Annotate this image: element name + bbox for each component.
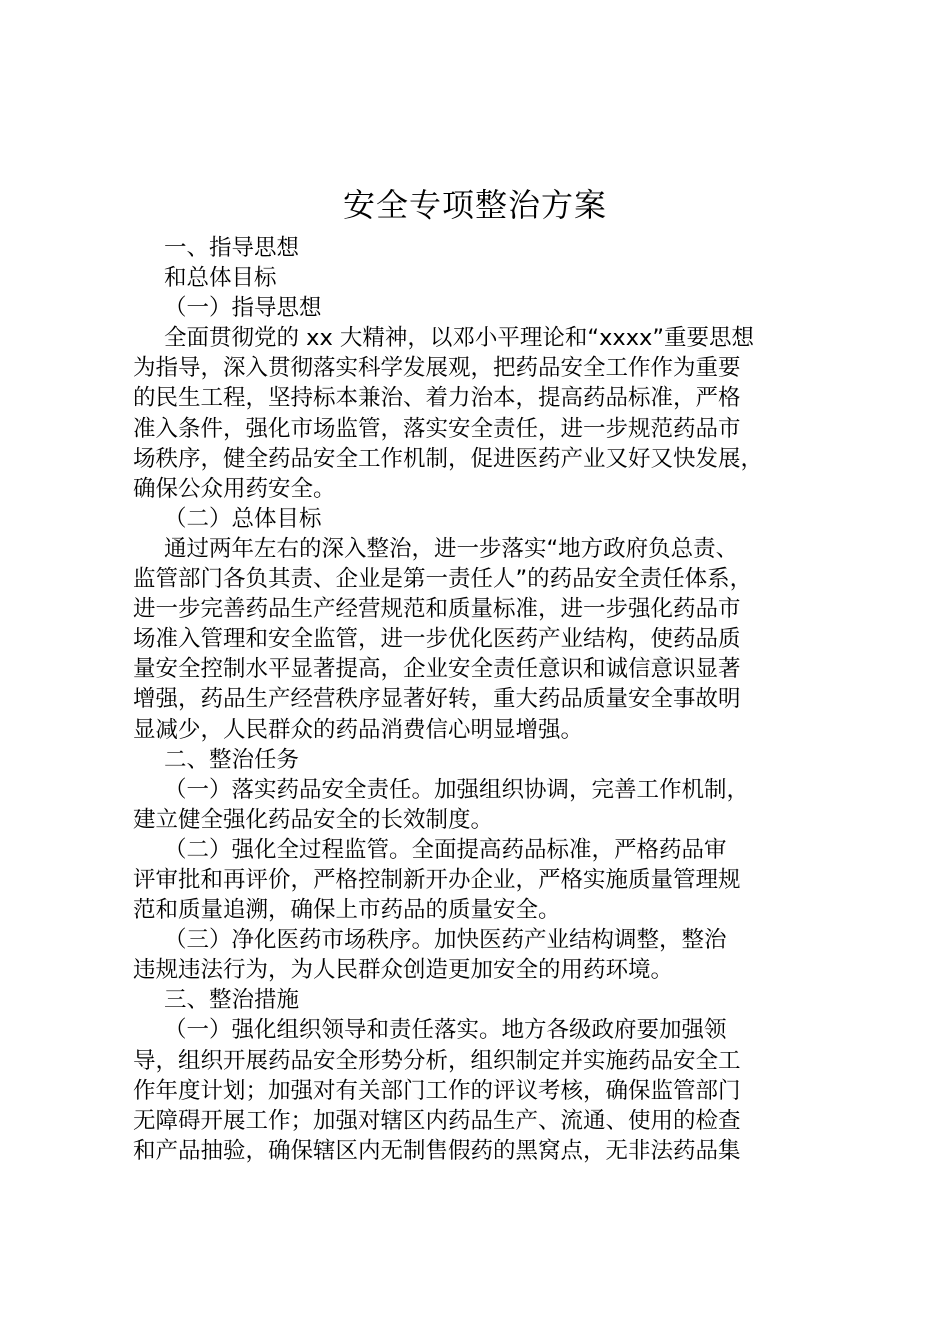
text-line: （二）强化全过程监管。全面提高药品标准，严格药品审: [164, 836, 727, 863]
text-line: 增强，药品生产经营秩序显著好转，重大药品质量安全事故明: [133, 686, 741, 713]
text-line: 场准入管理和安全监管，进一步优化医药产业结构，使药品质: [133, 626, 741, 653]
text-line: 和总体目标: [164, 265, 277, 292]
text-line: （一）指导思想: [164, 295, 322, 322]
text-line: 场秩序，健全药品安全工作机制，促进医药产业又好又快发展，: [133, 445, 764, 472]
document-title: 安全专项整治方案: [342, 186, 607, 224]
text-line: 的民生工程，坚持标本兼治、着力治本，提高药品标准，严格: [133, 385, 741, 412]
text-line: 违规违法行为，为人民群众创造更加安全的用药环境。: [133, 957, 674, 984]
text-line: 确保公众用药安全。: [133, 475, 336, 502]
text-line: 二、整治任务: [164, 746, 300, 773]
text-line: （一）强化组织领导和责任落实。地方各级政府要加强领: [164, 1017, 727, 1044]
text-line: 作年度计划；加强对有关部门工作的评议考核，确保监管部门: [133, 1077, 741, 1104]
text-line: 进一步完善药品生产经营规范和质量标准，进一步强化药品市: [133, 596, 741, 623]
text-line: 量安全控制水平显著提高，企业安全责任意识和诚信意识显著: [133, 656, 741, 683]
document-body: [133, 233, 833, 1166]
text-line: 监管部门各负其责、企业是第一责任人”的药品安全责任体系，: [133, 566, 753, 593]
text-line: 评审批和再评价，严格控制新开办企业，严格实施质量管理规: [133, 866, 741, 893]
text-line: 和产品抽验，确保辖区内无制售假药的黑窝点，无非法药品集: [133, 1137, 741, 1164]
text-line: 显减少，人民群众的药品消费信心明显增强。: [133, 716, 584, 743]
text-line: 无障碍开展工作；加强对辖区内药品生产、流通、使用的检查: [133, 1107, 741, 1134]
text-line: （一）落实药品安全责任。加强组织协调，完善工作机制，: [164, 776, 750, 803]
text-line: 范和质量追溯，确保上市药品的质量安全。: [133, 897, 561, 924]
text-line: （三）净化医药市场秩序。加快医药产业结构调整，整治: [164, 927, 727, 954]
text-line: （二）总体目标: [164, 505, 322, 532]
text-line: 通过两年左右的深入整治，进一步落实“地方政府负总责、: [164, 535, 739, 562]
text-line: 建立健全强化药品安全的长效制度。: [133, 806, 494, 833]
text-line: 一、指导思想: [164, 235, 300, 261]
text-line: 准入条件，强化市场监管，落实安全责任，进一步规范药品市: [133, 415, 741, 442]
text-line: 为指导，深入贯彻落实科学发展观，把药品安全工作作为重要: [133, 355, 741, 382]
text-line: 全面贯彻党的 xx 大精神，以邓小平理论和“xxxx”重要思想: [164, 325, 755, 352]
text-line: 导，组织开展药品安全形势分析，组织制定并实施药品安全工: [133, 1047, 741, 1074]
text-line: 三、整治措施: [164, 987, 300, 1014]
